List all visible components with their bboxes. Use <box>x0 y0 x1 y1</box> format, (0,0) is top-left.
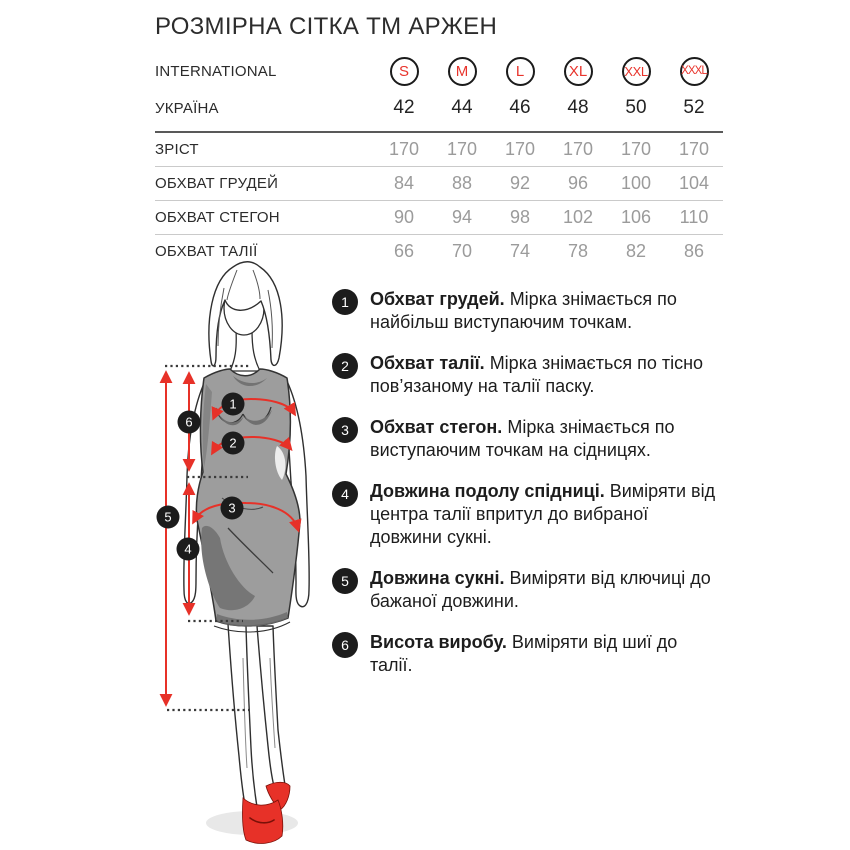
legend-text <box>370 352 718 398</box>
cell-value: 104 <box>678 173 710 193</box>
cell-value: 92 <box>509 173 531 193</box>
cell-value: 86 <box>683 241 705 261</box>
measurement-legend <box>332 288 736 677</box>
legend-badge-2: 2 <box>332 353 358 379</box>
legend-badge-1: 1 <box>332 289 358 315</box>
cell-value: 170 <box>562 139 594 159</box>
row-label-international: INTERNATIONAL <box>155 62 277 80</box>
dress <box>196 369 300 632</box>
cell-value: 82 <box>625 241 647 261</box>
figure-marker-6: 6 <box>178 411 201 434</box>
measurement-figure <box>140 258 340 850</box>
cell-value: 84 <box>393 173 415 193</box>
ukraine-size: 46 <box>509 97 531 118</box>
legend-term: Висота виробу. <box>370 632 507 652</box>
figure-marker-4: 4 <box>177 538 200 561</box>
legend-text <box>370 567 718 613</box>
row-label: ОБХВАТ ТАЛІЇ <box>155 243 258 260</box>
legend-item-hips <box>332 416 736 462</box>
cell-value: 170 <box>678 139 710 159</box>
cell-value: 90 <box>393 207 415 227</box>
cell-value: 94 <box>451 207 473 227</box>
legend-term: Довжина подолу спідниці. <box>370 481 605 501</box>
table-row-chest <box>155 167 723 201</box>
row-label-ukraine: УКРАЇНА <box>155 99 219 117</box>
ukraine-size: 42 <box>393 97 415 118</box>
legend-item-skirt-length <box>332 480 736 549</box>
table-row-international <box>155 50 723 92</box>
row-label: ЗРІСТ <box>155 141 199 158</box>
legend-desc: Виміряти від ключиці до бажаної довжини. <box>370 568 711 611</box>
legs <box>228 624 285 810</box>
ukraine-size: 50 <box>625 97 647 118</box>
figure-marker-5: 5 <box>157 506 180 529</box>
cell-value: 78 <box>567 241 589 261</box>
cell-value: 110 <box>679 207 709 227</box>
cell-value: 170 <box>504 139 536 159</box>
page-title: РОЗМІРНА СІТКА ТМ АРЖЕН <box>155 13 498 40</box>
legend-term: Обхват грудей. <box>370 289 505 309</box>
measurements-body <box>155 131 723 268</box>
legend-badge-3: 3 <box>332 417 358 443</box>
row-label: ОБХВАТ СТЕГОН <box>155 209 280 226</box>
neck <box>230 330 260 371</box>
ukraine-size: 52 <box>683 97 705 118</box>
legend-desc: Мірка знімається по виступаючим точкам на сідницях. <box>370 417 675 460</box>
size-badge-m: M <box>448 57 477 86</box>
legend-text <box>370 288 718 334</box>
legend-desc: Мірка знімається по тісно пов’язаному на талії паску. <box>370 353 704 396</box>
cell-value: 96 <box>567 173 589 193</box>
legend-text <box>370 480 718 549</box>
row-label: ОБХВАТ ГРУДЕЙ <box>155 175 279 192</box>
legend-item-chest <box>332 288 736 334</box>
size-badge-s: S <box>390 57 419 86</box>
woman-sketch-illustration <box>140 258 340 850</box>
cell-value: 66 <box>393 241 415 261</box>
legend-badge-4: 4 <box>332 481 358 507</box>
cell-value: 100 <box>620 173 652 193</box>
cell-value: 88 <box>451 173 473 193</box>
legend-item-dress-length <box>332 567 736 613</box>
cell-value: 170 <box>620 139 652 159</box>
ukraine-size: 44 <box>451 97 473 118</box>
figure-marker-3: 3 <box>221 497 244 520</box>
legend-term: Обхват талії. <box>370 353 485 373</box>
ukraine-size: 48 <box>567 97 589 118</box>
table-row-height <box>155 133 723 167</box>
legend-term: Обхват стегон. <box>370 417 503 437</box>
legend-item-waist <box>332 352 736 398</box>
cell-value: 170 <box>446 139 478 159</box>
cell-value: 70 <box>451 241 473 261</box>
cell-value: 98 <box>509 207 531 227</box>
size-badge-l: L <box>506 57 535 86</box>
legend-badge-6: 6 <box>332 632 358 658</box>
size-badge-xl: XL <box>564 57 593 86</box>
legend-text <box>370 631 718 677</box>
cell-value: 170 <box>388 139 420 159</box>
figure-marker-2: 2 <box>222 432 245 455</box>
legend-desc: Мірка знімається по найбільш виступаючим точкам. <box>370 289 677 332</box>
size-table <box>155 50 723 268</box>
size-badge-xxl: XXL <box>622 57 651 86</box>
table-row-ukraine <box>155 92 723 124</box>
legend-item-product-height <box>332 631 736 677</box>
size-badge-xxxl: XXXL <box>680 57 709 86</box>
legend-text <box>370 416 718 462</box>
legend-desc: Виміряти від шиї до талії. <box>370 632 678 675</box>
cell-value: 106 <box>620 207 652 227</box>
legend-term: Довжина сукні. <box>370 568 505 588</box>
figure-marker-1: 1 <box>222 393 245 416</box>
legend-desc: Виміряти від центра талії впритул до вибраної довжини сукні. <box>370 481 716 547</box>
legend-badge-5: 5 <box>332 568 358 594</box>
table-row-hips <box>155 201 723 235</box>
cell-value: 74 <box>509 241 531 261</box>
cell-value: 102 <box>562 207 594 227</box>
